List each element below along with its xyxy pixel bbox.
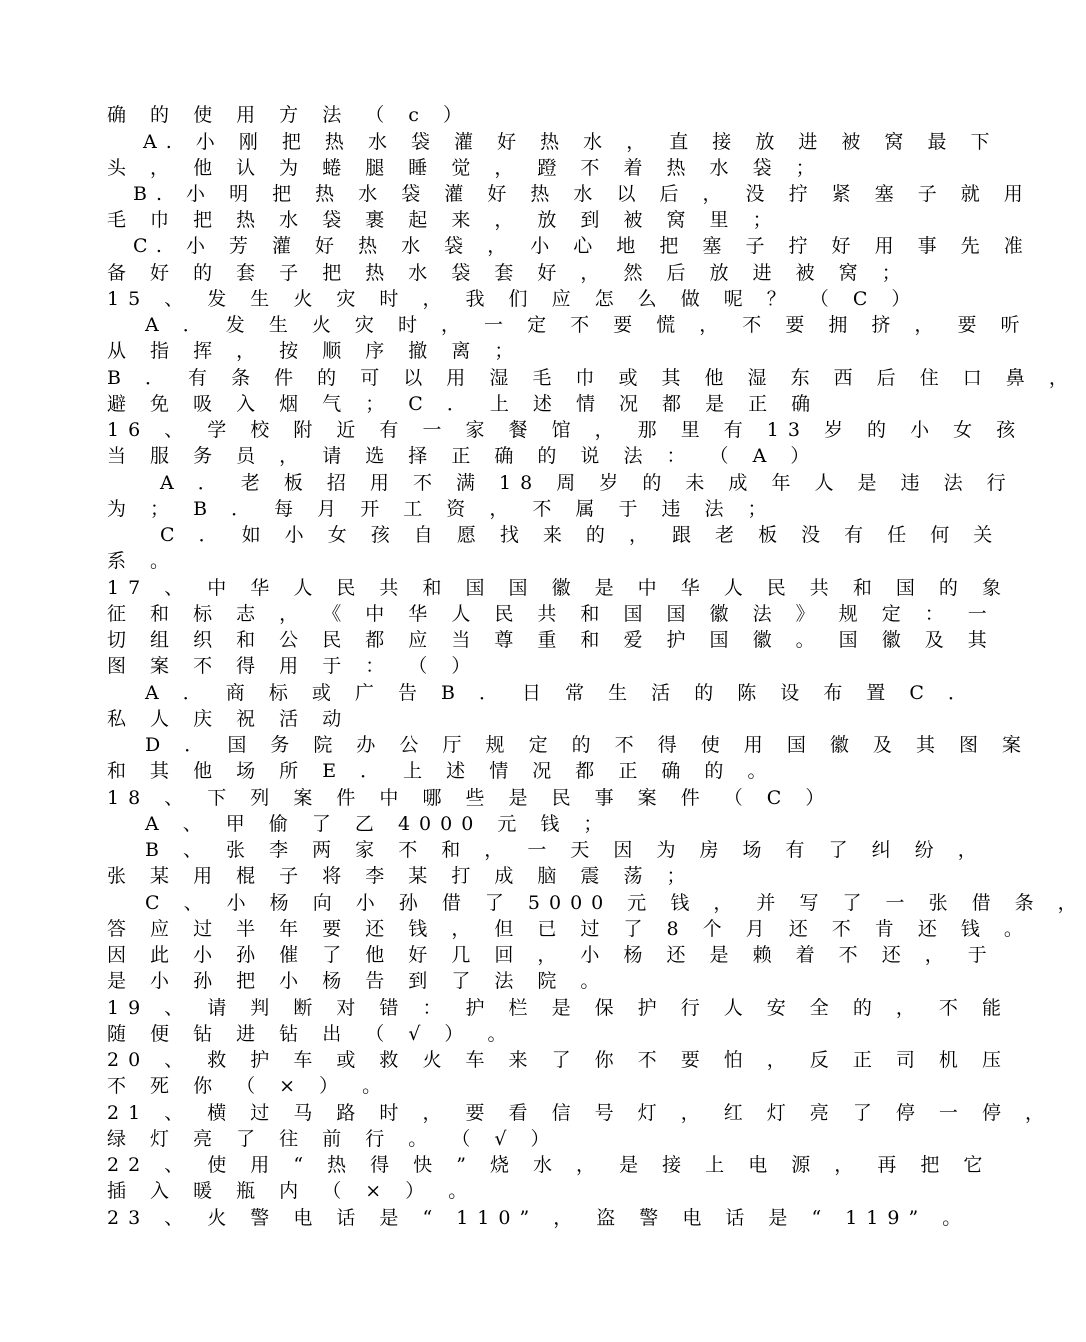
text-line-34: 是 小 孙 把 小 杨 告 到 了 法 院 。	[107, 970, 609, 992]
text-line-21: 切 组 织 和 公 民 都 应 当 尊 重 和 爱 护 国 徽 。 国 徽 及 其	[107, 629, 996, 651]
text-line-5: 毛 巾 把 热 水 袋 裹 起 来 ， 放 到 被 窝 里 ；	[107, 209, 781, 231]
text-line-36: 随 便 钻 进 钻 出 （ √ ） 。	[107, 1023, 516, 1045]
text-line-42: 插 入 暖 瓶 内 （ × ） 。	[107, 1180, 477, 1202]
question-20: 20 、 救 护 车 或 救 火 车 来 了 你 不 要 怕 ， 反 正 司 机 压	[107, 1049, 1010, 1071]
text-line-20: 征 和 标 志 ， 《 中 华 人 民 共 和 国 国 徽 法 》 规 定 ： 一	[107, 603, 996, 625]
text-line-10: 从 指 挥 ， 按 顺 序 撤 离 ；	[107, 340, 523, 362]
text-line-7: 备 好 的 套 子 把 热 水 袋 套 好 ， 然 后 放 进 被 窝 ；	[107, 262, 910, 284]
text-line-22: 图 案 不 得 用 于 ： （ ）	[107, 655, 480, 677]
question-23: 23 、 火 警 电 话 是 “ 110” ， 盗 警 电 话 是 “ 119” 。	[107, 1207, 971, 1229]
text-line-14: 当 服 务 员 ， 请 选 择 正 确 的 说 法 ： （ A ）	[107, 445, 819, 467]
question-21: 21 、 横 过 马 路 时 ， 要 看 信 号 灯 ， 红 灯 亮 了 停 一 停 ，	[107, 1102, 1054, 1124]
text-line-32: 答 应 过 半 年 要 还 钱 ， 但 已 过 了 8 个 月 还 不 肯 还 钱 。	[107, 918, 1032, 940]
text-line-18: 系 。	[107, 550, 179, 572]
text-line-33: 因 此 小 孙 催 了 他 好 几 回 ， 小 杨 还 是 赖 着 不 还 ， 于	[107, 944, 996, 966]
text-line-31: C 、 小 杨 向 小 孙 借 了 5000 元 钱 ， 并 写 了 一 张 借 条 ，	[145, 892, 1086, 914]
text-line-40: 绿 灯 亮 了 往 前 行 。 （ √ ）	[107, 1128, 559, 1150]
question-15: 15 、 发 生 火 灾 时 ， 我 们 应 怎 么 做 呢 ？ （ C ）	[107, 288, 920, 310]
text-line-38: 不 死 你 （ × ） 。	[107, 1075, 391, 1097]
text-line-3: 头 ， 他 认 为 蜷 腿 睡 觉 ， 蹬 不 着 热 水 袋 ；	[107, 157, 824, 179]
question-19: 19 、 请 判 断 对 错 ： 护 栏 是 保 护 行 人 安 全 的 ， 不 能	[107, 997, 1010, 1019]
text-line-25: D ． 国 务 院 办 公 厅 规 定 的 不 得 使 用 国 徽 及 其 图 案	[145, 734, 1031, 756]
text-line-9: A ． 发 生 火 灾 时 ， 一 定 不 要 慌 ， 不 要 拥 挤 ， 要 听	[145, 314, 1029, 336]
question-22: 22 、 使 用 “ 热 得 快 ” 烧 水 ， 是 接 上 电 源 ， 再 把 它	[107, 1154, 992, 1176]
text-line-30: 张 某 用 棍 子 将 李 某 打 成 脑 震 荡 ；	[107, 865, 695, 887]
text-line-11: B ． 有 条 件 的 可 以 用 湿 毛 巾 或 其 他 湿 东 西 后 住 口 鼻 ，	[107, 367, 1077, 389]
text-line-28: A 、 甲 偷 了 乙 4000 元 钱 ；	[145, 813, 612, 835]
question-18: 18 、 下 列 案 件 中 哪 些 是 民 事 案 件 （ C ）	[107, 787, 834, 809]
text-line-1: 确 的 使 用 方 法 （ c ）	[107, 104, 471, 126]
text-line-24: 私 人 庆 祝 活 动	[107, 708, 351, 730]
question-17: 17 、 中 华 人 民 共 和 国 国 徽 是 中 华 人 民 共 和 国 的 象	[107, 577, 1010, 599]
text-line-12: 避 免 吸 入 烟 气 ； C ． 上 述 情 况 都 是 正 确	[107, 393, 820, 415]
text-line-15: A ． 老 板 招 用 不 满 18 周 岁 的 未 成 年 人 是 违 法 行	[160, 472, 1015, 494]
text-line-6: C. 小 芳 灌 好 热 水 袋 ， 小 心 地 把 塞 子 拧 好 用 事 先 准	[133, 235, 1032, 257]
text-line-4: B. 小 明 把 热 水 袋 灌 好 热 水 以 后 ， 没 拧 紧 塞 子 就 用	[133, 183, 1032, 205]
text-line-29: B 、 张 李 两 家 不 和 ， 一 天 因 为 房 场 有 了 纠 纷 ，	[145, 839, 986, 861]
text-line-2: A. 小 刚 把 热 水 袋 灌 好 热 水 ， 直 接 放 进 被 窝 最 下	[143, 131, 999, 153]
question-16: 16 、 学 校 附 近 有 一 家 餐 馆 ， 那 里 有 13 岁 的 小 女 孩	[107, 419, 1025, 441]
text-line-17: C ． 如 小 女 孩 自 愿 找 来 的 ， 跟 老 板 没 有 任 何 关	[160, 524, 1002, 546]
text-line-26: 和 其 他 场 所 E ． 上 述 情 况 都 正 确 的 。	[107, 760, 776, 782]
text-line-16: 为 ； B ． 每 月 开 工 资 ， 不 属 于 违 法 ；	[107, 498, 776, 520]
text-line-23: A ． 商 标 或 广 告 B ． 日 常 生 活 的 陈 设 布 置 C ．	[145, 682, 976, 704]
